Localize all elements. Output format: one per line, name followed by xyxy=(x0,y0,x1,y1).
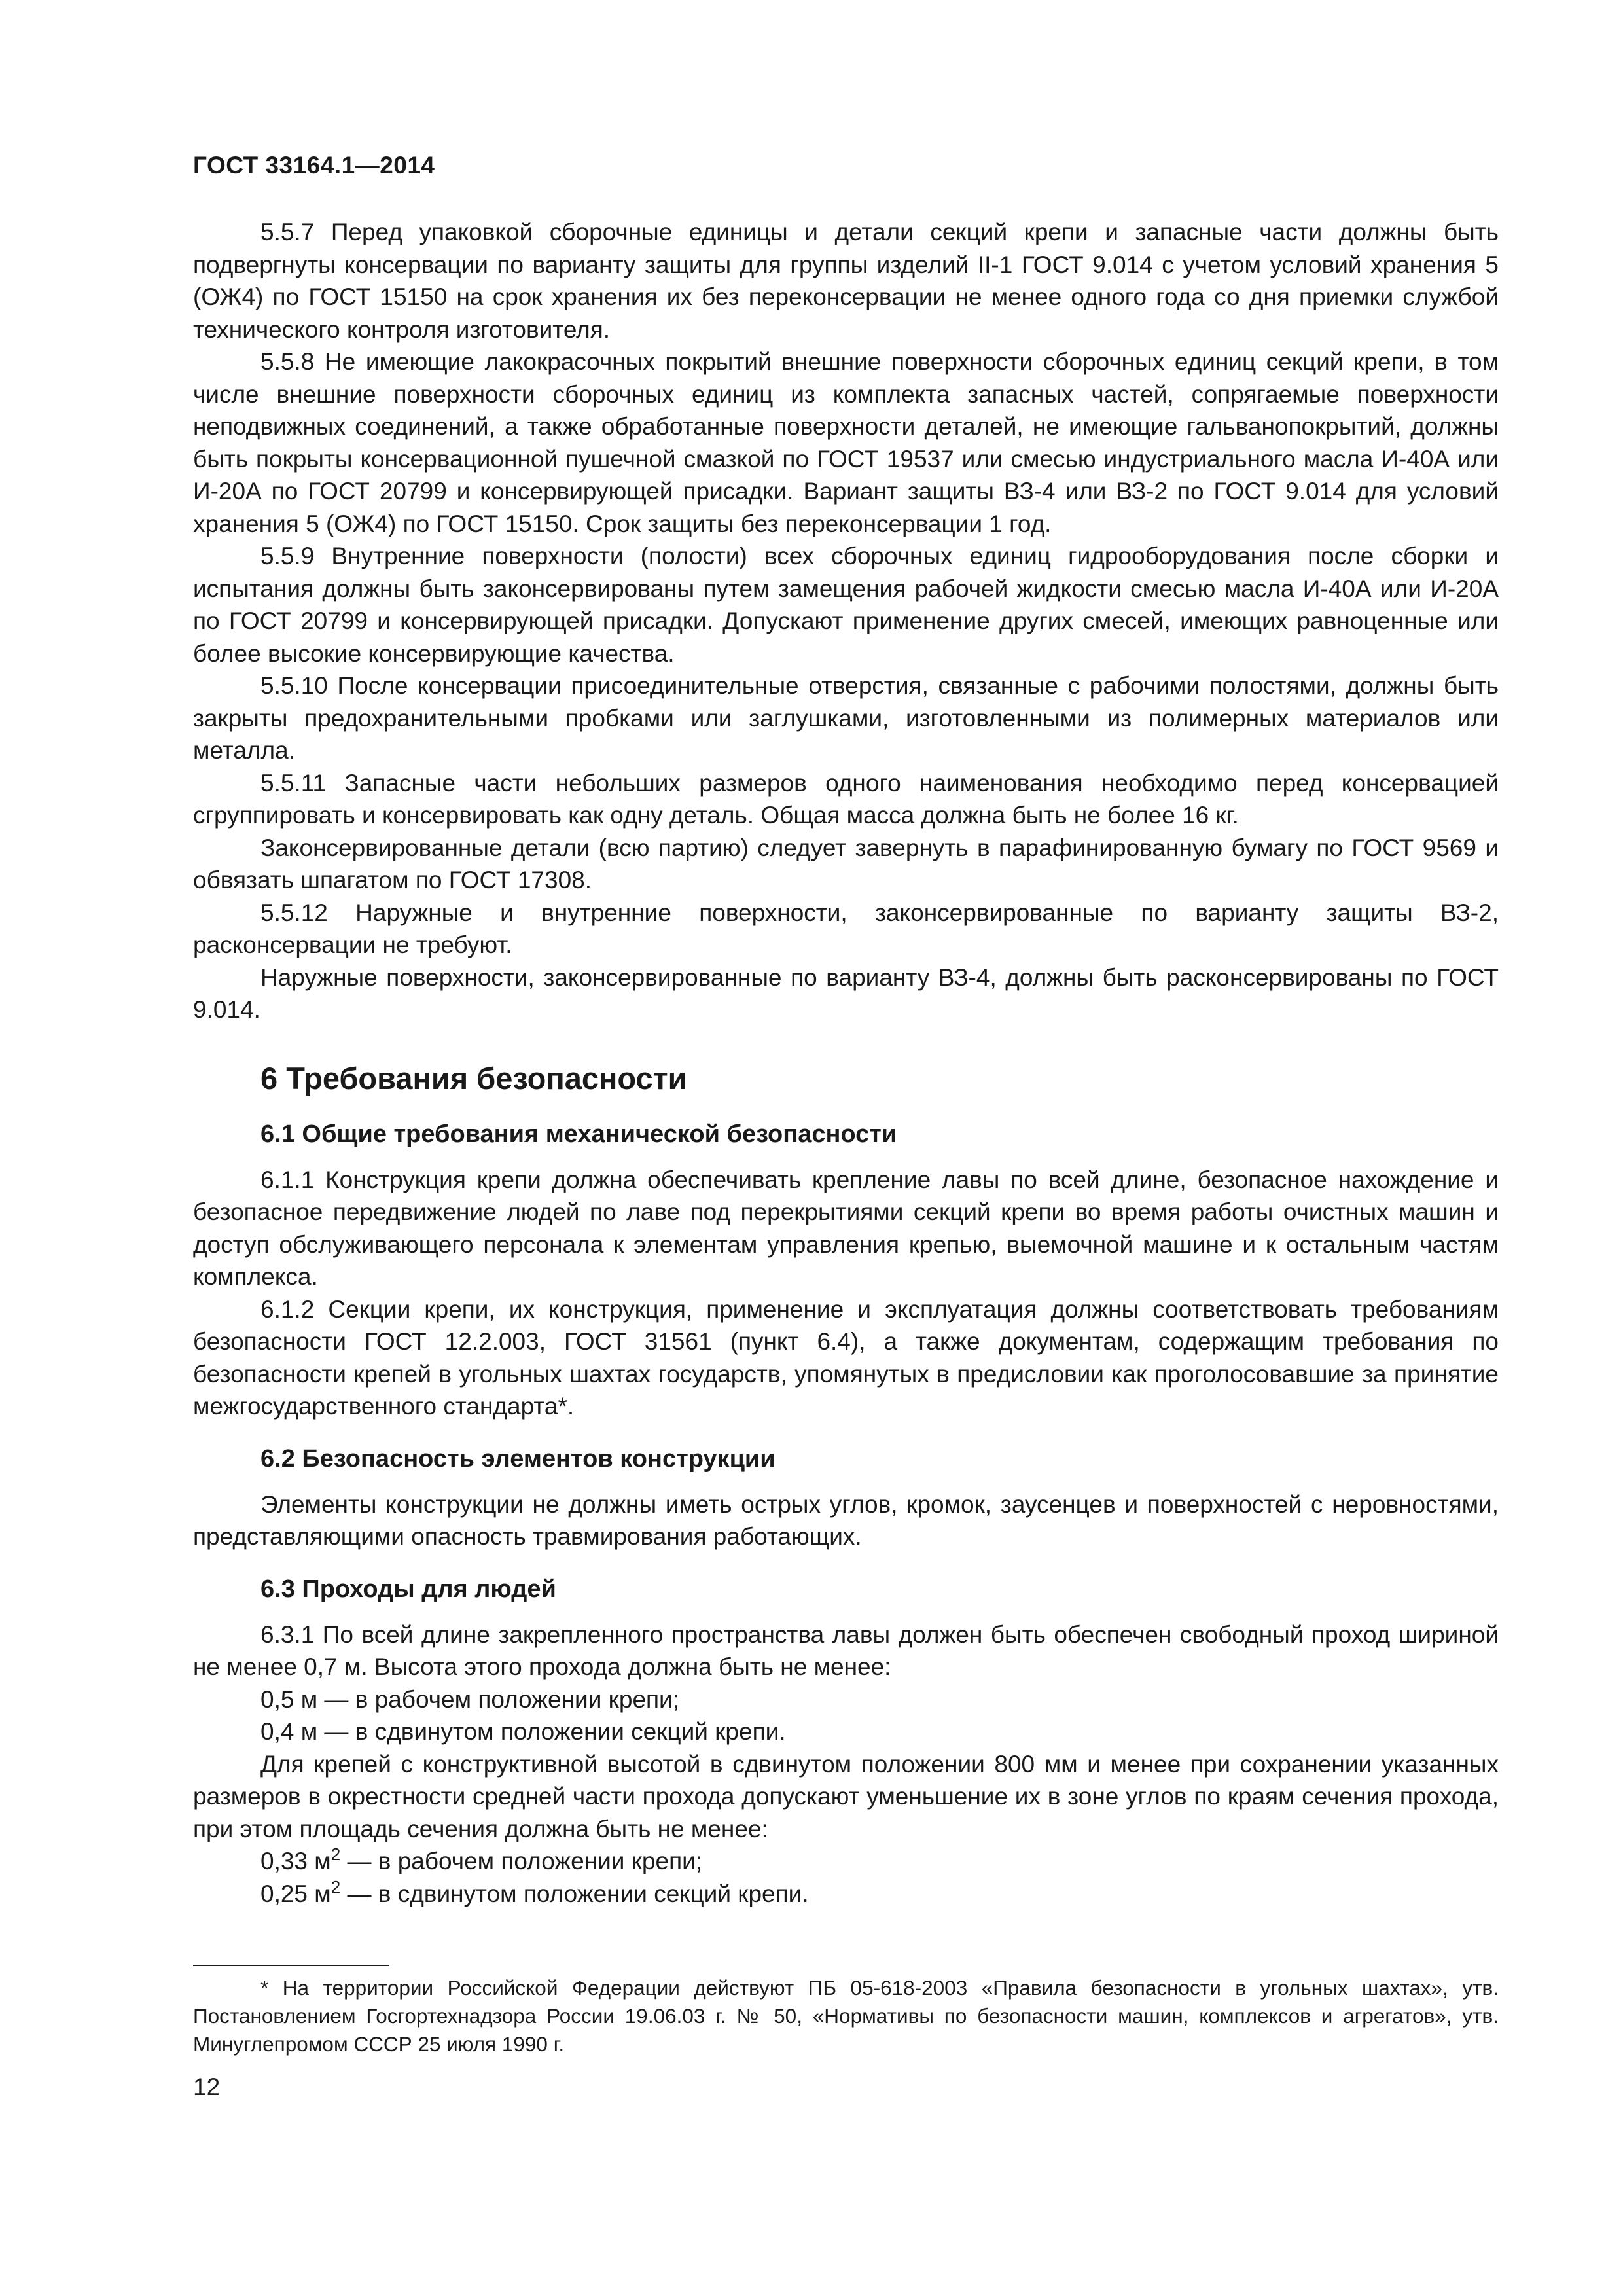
subsection-6-1-title: 6.1 Общие требования механической безопасности xyxy=(260,1120,897,1148)
area-shifted-text: — в сдвинутом положении секций крепи. xyxy=(340,1880,809,1907)
footnote: * На территории Российской Федерации действуют ПБ 05-618-2003 «Правила безопасности в угольных шахтах», утв. Постановлением Госгортехнадзора России 19.06.03 г. № 50, «Нормативы по безопасности машин, комплексов и агрегатов», утв. Минуглепромом СССР 25 июля 1990 г. xyxy=(193,1976,1499,2056)
page-body xyxy=(193,216,1499,1910)
area-working-value: 0,33 м xyxy=(260,1848,331,1874)
list-item-height-shifted: 0,4 м — в сдвинутом положении секций крепи. xyxy=(260,1718,786,1745)
paragraph-5-5-12: 5.5.12 Наружные и внутренние поверхности, законсервированные по варианту защиты ВЗ-2, расконсервации не требуют. xyxy=(193,899,1499,958)
paragraph-6-3-1-area-intro: Для крепей с конструктивной высотой в сдвинутом положении 800 мм и менее при сохранении указанных размеров в окрестности средней части прохода допускают уменьшение их в зоне углов по краям сечения прохода, при этом площадь сечения должна быть не менее: xyxy=(193,1750,1499,1842)
paragraph-5-5-12-continued: Наружные поверхности, законсервированные по варианту ВЗ-4, должны быть расконсервированы по ГОСТ 9.014. xyxy=(193,963,1499,1023)
paragraph-5-5-11-continued: Законсервированные детали (всю партию) следует завернуть в парафинированную бумагу по ГОСТ 9569 и обвязать шпагатом по ГОСТ 17308. xyxy=(193,834,1499,893)
paragraph-6-1-2: 6.1.2 Секции крепи, их конструкция, применение и эксплуатация должны соответствовать требованиям безопасности ГОСТ 12.2.003, ГОСТ 31561 (пункт 6.4), а также документам, содержащим требования по безопасности крепей в угольных шахтах государств, упомянутых в предисловии как проголосовавшие за принятие межгосударственного стандарта*. xyxy=(193,1295,1499,1420)
list-item-height-working: 0,5 м — в рабочем положении крепи; xyxy=(260,1685,680,1713)
page-number: 12 xyxy=(193,2073,221,2100)
document-code-header: ГОСТ 33164.1—2014 xyxy=(193,152,435,179)
paragraph-6-2: Элементы конструкции не должны иметь острых углов, кромок, заусенцев и поверхностей с неровностями, представляющими опасность травмирования работающих. xyxy=(193,1490,1499,1550)
paragraph-6-3-1: 6.3.1 По всей длине закрепленного пространства лавы должен быть обеспечен свободный проход шириной не менее 0,7 м. Высота этого прохода должна быть не менее: xyxy=(193,1621,1499,1680)
area-shifted-exponent: 2 xyxy=(330,1876,341,1897)
area-working-text: — в рабочем положении крепи; xyxy=(340,1848,703,1874)
subsection-6-2-title: 6.2 Безопасность элементов конструкции xyxy=(260,1444,776,1473)
subsection-6-3-title: 6.3 Проходы для людей xyxy=(260,1575,556,1603)
paragraph-5-5-10: 5.5.10 После консервации присоединительные отверстия, связанные с рабочими полостями, должны быть закрыты предохранительными пробками или заглушками, изготовленными из полимерных материалов или металла. xyxy=(193,672,1499,764)
paragraph-6-1-1: 6.1.1 Конструкция крепи должна обеспечивать крепление лавы по всей длине, безопасное нахождение и безопасное передвижение людей по лаве под перекрытиями секций крепи во время работы очистных машин и доступ обслуживающего персонала к элементам управления крепью, выемочной машине и к остальным частям комплекса. xyxy=(193,1166,1499,1290)
section-6-title: 6 Требования безопасности xyxy=(260,1060,687,1096)
list-item-area-shifted xyxy=(193,1878,1499,1910)
list-item-area-working xyxy=(193,1845,1499,1878)
area-shifted-value: 0,25 м xyxy=(260,1880,331,1907)
paragraph-5-5-7: 5.5.7 Перед упаковкой сборочные единицы и детали секций крепи и запасные части должны быть подвергнуты консервации по варианту защиты для группы изделий II-1 ГОСТ 9.014 с учетом условий хранения 5 (ОЖ4) по ГОСТ 15150 на срок хранения их без переконсервации не менее одного года со дня приемки службой технического контроля изготовителя. xyxy=(193,219,1499,343)
paragraph-5-5-11: 5.5.11 Запасные части небольших размеров одного наименования необходимо перед консервацией сгруппировать и консервировать как одну деталь. Общая масса должна быть не более 16 кг. xyxy=(193,769,1499,829)
area-working-exponent: 2 xyxy=(330,1844,341,1864)
footnote-separator xyxy=(193,1965,389,1966)
paragraph-5-5-9: 5.5.9 Внутренние поверхности (полости) всех сборочных единиц гидрооборудования после сборки и испытания должны быть законсервированы путем замещения рабочей жидкости смесью масла И-40А или И-20А по ГОСТ 20799 и консервирующей присадки. Допускают применение других смесей, имеющих равноценные или более высокие консервирующие качества. xyxy=(193,543,1499,667)
paragraph-5-5-8: 5.5.8 Не имеющие лакокрасочных покрытий внешние поверхности сборочных единиц секций крепи, в том числе внешние поверхности сборочных единиц из комплекта запасных частей, сопрягаемые поверхности неподвижных соединений, а также обработанные поверхности деталей, не имеющие гальванопокрытий, должны быть покрыты консервационной пушечной смазкой по ГОСТ 19537 или смесью индустриального масла И-40А или И-20А по ГОСТ 20799 и консервирующей присадки. Вариант защиты ВЗ-4 или ВЗ-2 по ГОСТ 9.014 для условий хранения 5 (ОЖ4) по ГОСТ 15150. Срок защиты без переконсервации 1 год. xyxy=(193,348,1499,537)
